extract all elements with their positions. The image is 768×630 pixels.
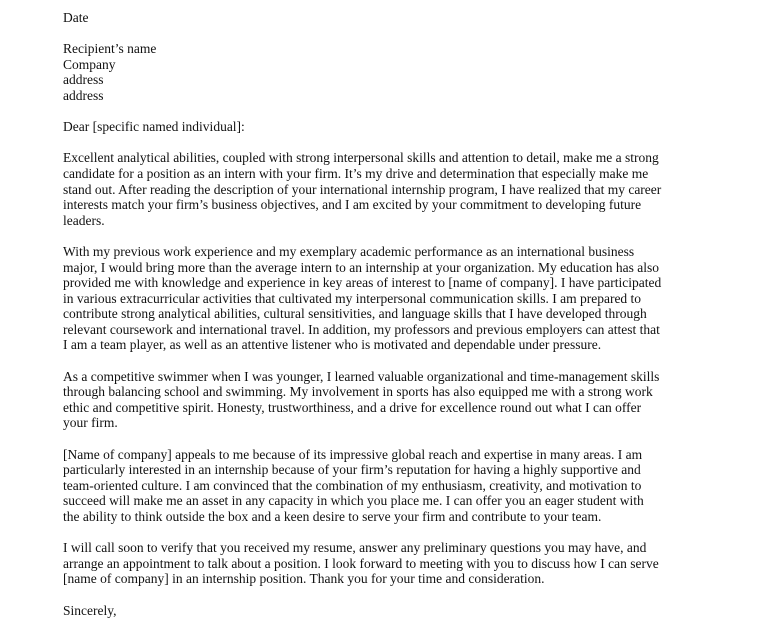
salutation: Dear [specific named individual]: <box>63 119 245 135</box>
paragraph-experience <box>63 244 743 353</box>
paragraph-line: major, I would bring more than the average intern to an internship at your organization. My education has also <box>63 259 660 275</box>
paragraph-line: through balancing school and swimming. My involvement in sports has also equipped me with a strong work <box>63 384 653 400</box>
paragraph-line: team-oriented culture. I am convinced that the combination of my enthusiasm, creativity, and motivation to <box>63 477 642 493</box>
paragraph-line: interests match your firm’s business objectives, and I am excited by your commitment to developing future <box>63 197 642 213</box>
paragraph-line: [name of company] in an internship position. Thank you for your time and consideration. <box>63 571 545 587</box>
letter-page <box>63 10 743 618</box>
paragraph-intro <box>63 150 743 228</box>
paragraph-closing <box>63 540 743 587</box>
spacer <box>63 135 743 151</box>
paragraph-line: stand out. After reading the description of your international internship program, I have realized that my career <box>63 181 662 197</box>
paragraph-line: As a competitive swimmer when I was younger, I learned valuable organizational and time-management skills <box>63 368 660 384</box>
paragraph-company <box>63 447 743 525</box>
recipient-company: Company <box>63 56 116 72</box>
closing: Sincerely, <box>63 602 117 618</box>
recipient-address-line-1: address <box>63 72 104 88</box>
spacer <box>63 431 743 447</box>
paragraph-line: leaders. <box>63 212 105 228</box>
paragraph-line: contribute strong analytical abilities, cultural sensitivities, and language skills that I have developed through <box>63 306 647 322</box>
spacer <box>63 587 743 603</box>
paragraph-line: candidate for a position as an intern with your firm. It’s my drive and determination that especially make me <box>63 165 649 181</box>
paragraph-line: in various extracurricular activities that cultivated my interpersonal communication skills. I am prepared to <box>63 290 642 306</box>
paragraph-line: [Name of company] appeals to me because of its impressive global reach and expertise in many areas. I am <box>63 446 643 462</box>
paragraph-line: the ability to think outside the box and a keen desire to serve your firm and contribute to your team. <box>63 509 602 524</box>
paragraph-line: succeed will make me an asset in any capacity in which you place me. I can offer you an eager student with <box>63 493 644 509</box>
paragraph-line: arrange an appointment to talk about a position. I look forward to meeting with you to discuss how I can serve <box>63 555 659 571</box>
recipient-block <box>63 41 743 103</box>
paragraph-line: With my previous work experience and my exemplary academic performance as an international business <box>63 243 635 259</box>
paragraph-sports <box>63 369 743 431</box>
spacer <box>63 104 743 120</box>
paragraph-line: particularly interested in an internship because of your firm’s reputation for having a highly supportive and <box>63 462 641 478</box>
spacer <box>63 353 743 369</box>
spacer <box>63 228 743 244</box>
paragraph-line: provided me with knowledge and experience in key areas of interest to [name of company]. I have participated <box>63 275 662 291</box>
date-line: Date <box>63 10 89 25</box>
recipient-address-line-2: address <box>63 87 104 103</box>
recipient-name: Recipient’s name <box>63 41 157 57</box>
paragraph-line: ethic and competitive spirit. Honesty, trustworthiness, and a drive for excellence round out what I can offer <box>63 399 642 415</box>
paragraph-line: I am a team player, as well as an attentive listener who is motivated and dependable under pressure. <box>63 337 602 353</box>
spacer <box>63 26 743 42</box>
paragraph-line: your firm. <box>63 415 118 431</box>
paragraph-line: Excellent analytical abilities, coupled with strong interpersonal skills and attention to detail, make me a strong <box>63 150 659 166</box>
spacer <box>63 525 743 541</box>
paragraph-line: I will call soon to verify that you received my resume, answer any preliminary questions you may have, and <box>63 540 647 556</box>
paragraph-line: relevant coursework and international travel. In addition, my professors and previous employers can attest that <box>63 321 660 337</box>
